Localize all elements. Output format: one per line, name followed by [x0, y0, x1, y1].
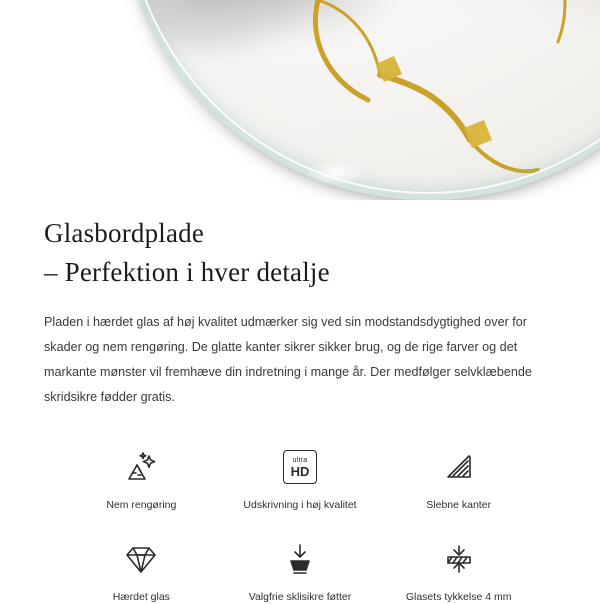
- feature-item-non-slip-feet: [221, 536, 380, 604]
- glass-table-top: [118, 0, 600, 200]
- feature-label: Slebne kanter: [426, 499, 492, 511]
- feature-item-polished-edges: [379, 444, 538, 512]
- feature-grid: [44, 444, 556, 604]
- feature-item-tempered-glass: [62, 536, 221, 604]
- non-slip-feet-icon: [280, 536, 320, 582]
- beveled-edge-icon: [439, 444, 479, 490]
- ultra-hd-icon: [283, 444, 317, 490]
- feature-label: Udskrivning i høj kvalitet: [243, 499, 357, 511]
- description-paragraph: Pladen i hærdet glas af høj kvalitet udmærker sig ved sin modstandsdygtighed over for skader og nem rengøring. De glatte kanter sikrer sikker brug, og de rige farver og det markante mønster vil fremhæve din indretning i mange år. Der medfølger selvklæbende skridsikre fødder gratis.: [44, 315, 532, 404]
- feature-label: Hærdet glas: [112, 591, 170, 603]
- feature-label: Nem rengøring: [106, 499, 177, 511]
- gold-veins: [118, 0, 600, 200]
- feature-item-easy-cleaning: [62, 444, 221, 512]
- thickness-icon: [439, 536, 479, 582]
- sparkle-cloth-icon: [121, 444, 161, 490]
- page-title: [44, 214, 556, 292]
- hero-image: [0, 0, 600, 200]
- feature-item-print-quality: [221, 444, 380, 512]
- feature-label: Glasets tykkelse 4 mm: [405, 591, 512, 603]
- ultra-label: ultra: [292, 456, 308, 464]
- feature-label: Valgfrie sklisikre føtter: [248, 591, 352, 603]
- headline-line-2: – Perfektion i hver detalje: [44, 257, 330, 287]
- headline-line-1: Glasbordplade: [44, 218, 205, 248]
- hd-label: HD: [290, 463, 310, 479]
- feature-item-thickness: [379, 536, 538, 604]
- product-description: [0, 214, 600, 604]
- diamond-icon: [120, 536, 162, 582]
